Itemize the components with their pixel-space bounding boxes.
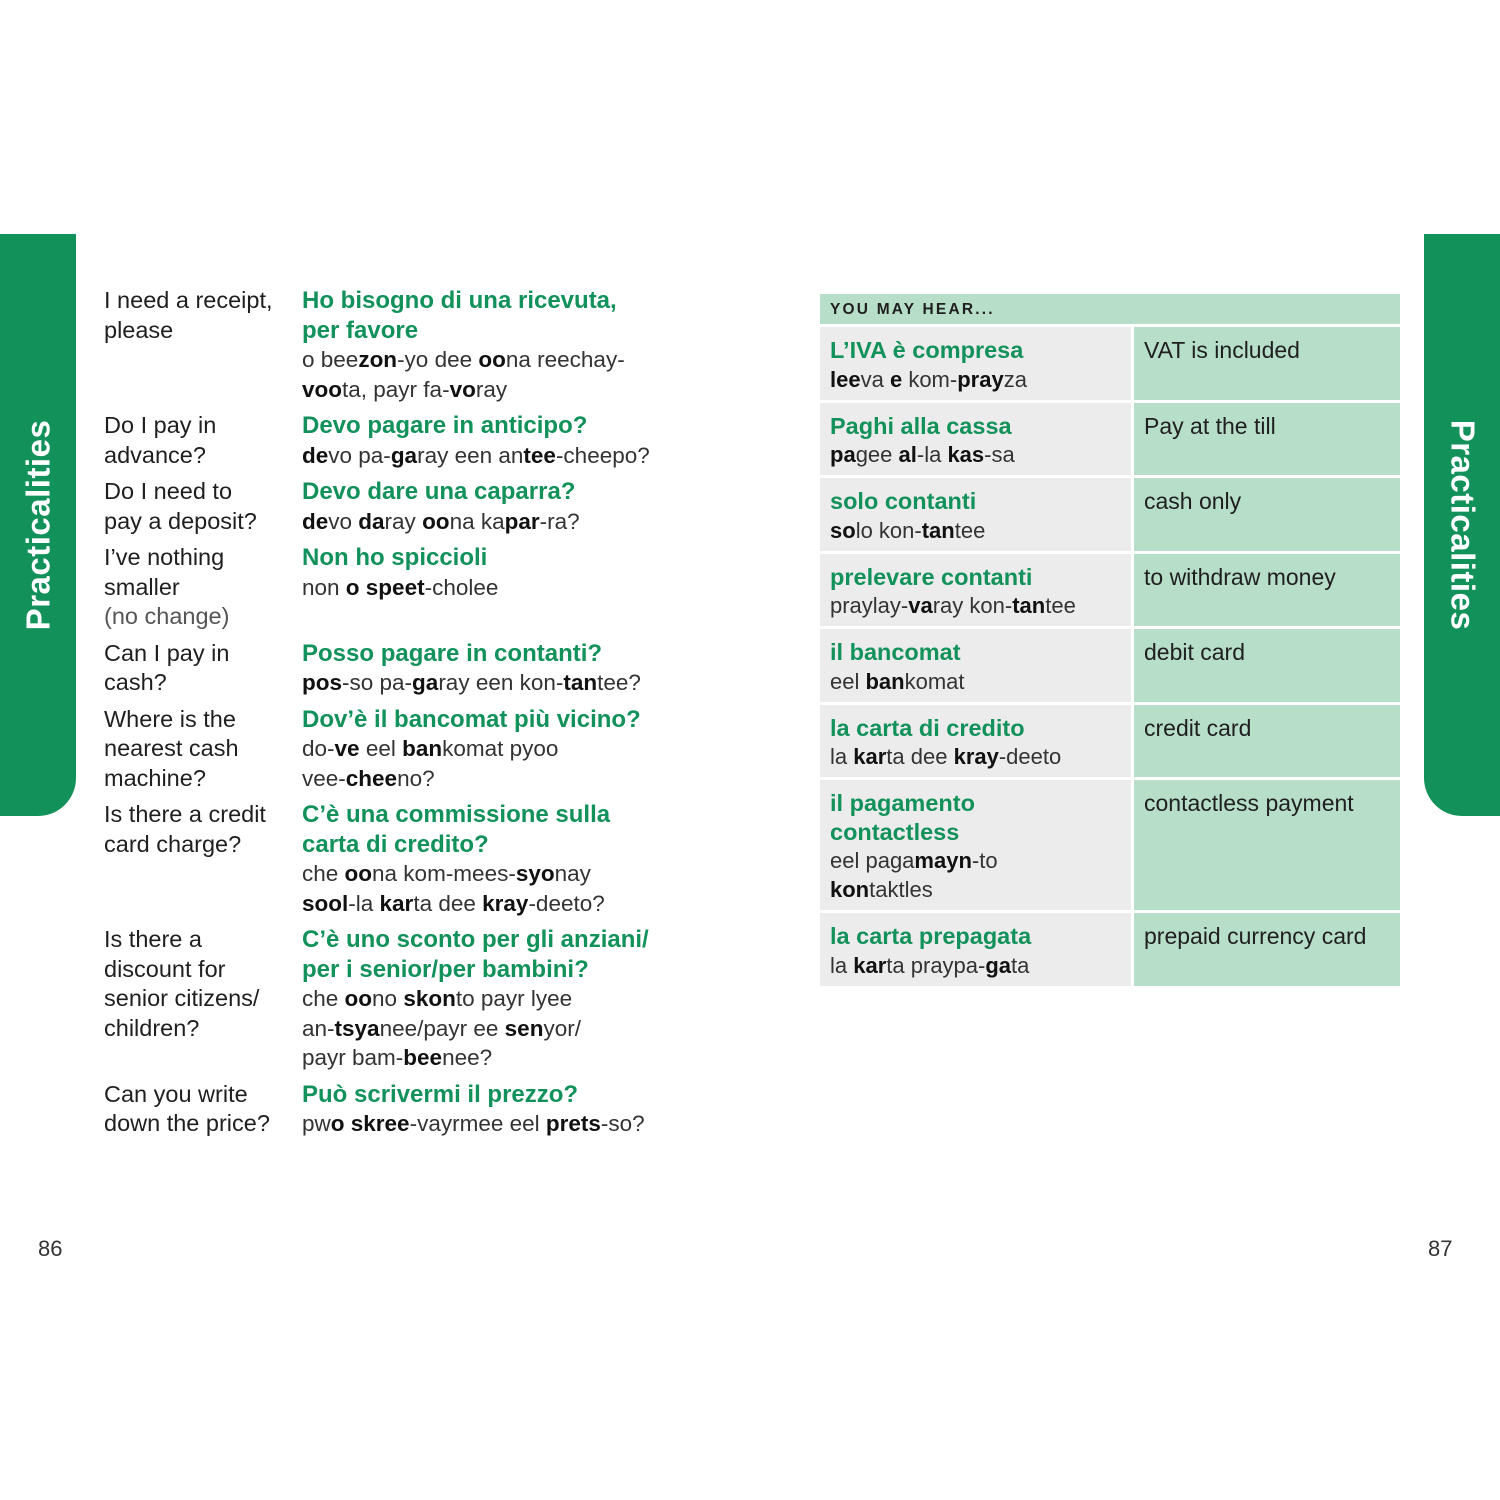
- stressed-syllable: va: [908, 593, 933, 618]
- phrase-row: [104, 1080, 704, 1139]
- pronunciation-line: [830, 951, 1131, 980]
- english-line: children?: [104, 1014, 200, 1041]
- english-line: machine?: [104, 764, 206, 791]
- italian-line: Posso pagare in contanti?: [302, 639, 603, 667]
- syllable: non: [302, 574, 346, 600]
- stressed-syllable: de: [302, 508, 329, 534]
- stressed-syllable: kray: [953, 744, 999, 769]
- stressed-syllable: pray: [957, 366, 1004, 392]
- syllable: vee-: [302, 765, 346, 791]
- pronunciation-line: [302, 573, 702, 603]
- phrase-row: [104, 705, 704, 794]
- you-may-hear-row: [820, 554, 1400, 627]
- phrase-english: [104, 639, 302, 698]
- syllable: ta dee: [886, 744, 954, 769]
- italian-line: L’IVA è compresa: [830, 337, 1024, 363]
- english-line: discount for: [104, 955, 226, 982]
- you-may-hear-row: [820, 705, 1400, 778]
- section-tab-left-label: Practicalities: [19, 419, 56, 631]
- italian-cell: [820, 629, 1131, 702]
- syllable: ta, payr fa-: [342, 376, 450, 402]
- phrase-row: [104, 800, 704, 918]
- pronunciation-line: [302, 345, 702, 375]
- italian-cell: [820, 478, 1131, 551]
- syllable: taktles: [869, 877, 933, 902]
- italian-line: contactless: [830, 818, 960, 845]
- pronunciation-line: [830, 591, 1131, 620]
- stressed-syllable: zon: [358, 347, 398, 372]
- syllable: ray: [384, 508, 423, 534]
- stressed-syllable: o speet: [345, 574, 425, 600]
- you-may-hear-row: [820, 403, 1400, 476]
- stressed-syllable: kar: [853, 744, 887, 769]
- english-line: pay a deposit?: [104, 507, 257, 534]
- stressed-syllable: tan: [921, 517, 955, 543]
- italian-cell: [820, 327, 1131, 400]
- stressed-syllable: pa: [830, 442, 856, 467]
- stressed-syllable: kray: [482, 890, 529, 916]
- stressed-syllable: al: [898, 442, 917, 467]
- syllable: to payr lyee: [455, 986, 573, 1011]
- pronunciation-line: [302, 984, 702, 1014]
- english-line: please: [104, 316, 174, 343]
- italian-line: il pagamento: [830, 790, 975, 816]
- stressed-syllable: mayn: [914, 848, 972, 873]
- italian-line: Devo dare una caparra?: [302, 478, 576, 505]
- english-cell: debit card: [1134, 629, 1400, 702]
- syllable: la: [830, 744, 854, 769]
- syllable: do-: [302, 736, 335, 761]
- stressed-syllable: lee: [830, 366, 861, 392]
- pronunciation-line: [302, 764, 702, 794]
- stressed-syllable: oo: [422, 508, 450, 534]
- italian-line: Paghi alla cassa: [830, 412, 1012, 439]
- syllable: ray kon-: [932, 593, 1013, 618]
- phrase-italian: [302, 411, 702, 470]
- syllable: la: [830, 952, 854, 978]
- phrase-italian: [302, 705, 702, 794]
- stressed-syllable: ga: [390, 442, 418, 468]
- pronunciation-line: [302, 859, 702, 889]
- phrase-italian: [302, 925, 702, 1073]
- syllable: ta: [1011, 952, 1030, 978]
- stressed-syllable: par: [504, 508, 540, 534]
- syllable: -deeto: [998, 744, 1062, 769]
- stressed-syllable: e: [889, 366, 903, 392]
- you-may-hear-row: [820, 478, 1400, 551]
- italian-line: Può scrivermi il prezzo?: [302, 1080, 579, 1108]
- phrase-row: [104, 286, 704, 404]
- pronunciation-line: [302, 507, 702, 537]
- italian-line: prelevare contanti: [830, 563, 1033, 590]
- syllable: no: [372, 986, 404, 1011]
- english-note: (no change): [104, 603, 230, 629]
- stressed-syllable: syo: [515, 861, 555, 886]
- phrase-list: [104, 286, 704, 1146]
- italian-line: per i senior/per bambini?: [302, 955, 589, 983]
- english-line: cash?: [104, 669, 167, 695]
- syllable: na reechay-: [505, 347, 625, 372]
- pronunciation-line: [830, 742, 1131, 771]
- page-number-right: 87: [1428, 1236, 1453, 1261]
- english-line: smaller: [104, 573, 180, 600]
- stressed-syllable: de: [302, 442, 329, 468]
- syllable: yor/: [543, 1015, 581, 1041]
- italian-line: solo contanti: [830, 488, 977, 514]
- syllable: nay: [554, 861, 591, 886]
- syllable: nee?: [442, 1045, 493, 1070]
- syllable: komat: [904, 668, 965, 694]
- english-line: Can I pay in: [104, 639, 230, 666]
- stressed-syllable: so: [830, 517, 856, 543]
- english-line: Can you write: [104, 1080, 248, 1107]
- english-line: senior citizens/: [104, 985, 260, 1011]
- syllable: tee: [1045, 593, 1076, 618]
- phrase-italian: [302, 1080, 702, 1139]
- italian-cell: [820, 554, 1131, 627]
- syllable: -so pa-: [342, 670, 413, 695]
- pronunciation-line: [302, 1109, 702, 1139]
- english-cell: credit card: [1134, 705, 1400, 778]
- english-cell: VAT is included: [1134, 327, 1400, 400]
- italian-line: Ho bisogno di una ricevuta,: [302, 287, 617, 314]
- phrase-english: [104, 705, 302, 794]
- english-line: advance?: [104, 441, 206, 468]
- section-tab-right-label: Practicalities: [1444, 419, 1481, 631]
- phrase-italian: [302, 800, 702, 918]
- stressed-syllable: o skree: [330, 1111, 410, 1136]
- stressed-syllable: ga: [412, 670, 439, 695]
- english-cell: prepaid currency card: [1134, 913, 1400, 986]
- stressed-syllable: sool: [302, 890, 349, 916]
- syllable: -deeto?: [528, 890, 605, 916]
- phrase-row: [104, 411, 704, 470]
- stressed-syllable: kon: [830, 877, 870, 902]
- stressed-syllable: prets: [545, 1111, 601, 1136]
- pronunciation-line: [830, 846, 1131, 875]
- italian-line: Devo pagare in anticipo?: [302, 412, 588, 439]
- pronunciation-line: [830, 667, 1131, 696]
- syllable: eel: [359, 736, 403, 761]
- italian-line: per favore: [302, 316, 419, 344]
- syllable: za: [1003, 366, 1027, 392]
- english-line: Where is the: [104, 705, 236, 732]
- syllable: vo: [328, 508, 359, 534]
- phrase-italian: [302, 543, 702, 632]
- stressed-syllable: kar: [853, 952, 887, 978]
- pronunciation-line: [302, 375, 702, 405]
- stressed-syllable: vo: [449, 376, 476, 402]
- syllable: komat pyoo: [442, 736, 559, 761]
- phrase-english: [104, 1080, 302, 1139]
- you-may-hear-row: [820, 780, 1400, 910]
- english-line: Is there a credit: [104, 801, 266, 827]
- pronunciation-line: [302, 1043, 702, 1073]
- syllable: nee/payr ee: [379, 1015, 505, 1041]
- pronunciation-line: [830, 440, 1131, 469]
- syllable: -vayrmee eel: [409, 1111, 546, 1136]
- syllable: na ka: [449, 508, 505, 534]
- stressed-syllable: tee: [523, 442, 556, 468]
- you-may-hear-header: YOU MAY HEAR...: [820, 294, 1400, 324]
- syllable: -yo dee: [397, 347, 479, 372]
- syllable: tee?: [597, 670, 641, 695]
- stressed-syllable: oo: [344, 861, 373, 886]
- stressed-syllable: pos: [302, 670, 343, 695]
- stressed-syllable: oo: [478, 347, 506, 372]
- pronunciation-line: [302, 441, 702, 471]
- stressed-syllable: kas: [947, 442, 985, 467]
- italian-line: Dov’è il bancomat più vicino?: [302, 705, 641, 733]
- english-line: Do I pay in: [104, 412, 217, 438]
- pronunciation-line: [302, 734, 702, 764]
- syllable: ta dee: [413, 890, 483, 916]
- pronunciation-line: [830, 875, 1131, 904]
- syllable: -la: [916, 442, 948, 467]
- syllable: ta praypa-: [886, 952, 986, 978]
- stressed-syllable: sen: [504, 1015, 544, 1041]
- you-may-hear-row: [820, 913, 1400, 986]
- syllable: na kom-mees-: [372, 861, 516, 886]
- syllable: eel paga: [830, 848, 915, 873]
- phrase-row: [104, 639, 704, 698]
- phrase-row: [104, 925, 704, 1073]
- english-line: Is there a: [104, 926, 202, 952]
- italian-line: C’è uno sconto per gli anziani/: [302, 926, 649, 953]
- syllable: kom-: [902, 366, 958, 392]
- italian-line: la carta di credito: [830, 714, 1025, 741]
- english-line: I’ve nothing: [104, 544, 225, 570]
- stressed-syllable: tsya: [334, 1015, 380, 1041]
- italian-line: il bancomat: [830, 639, 961, 665]
- phrase-italian: [302, 477, 702, 536]
- syllable: an-: [302, 1015, 335, 1041]
- phrase-row: [104, 543, 704, 632]
- phrase-row: [104, 477, 704, 536]
- phrase-english: [104, 925, 302, 1073]
- syllable: vo pa-: [328, 442, 391, 468]
- syllable: no?: [397, 765, 435, 791]
- stressed-syllable: ve: [334, 736, 360, 761]
- syllable: -sa: [984, 442, 1015, 467]
- english-cell: cash only: [1134, 478, 1400, 551]
- section-tab-right: [1424, 234, 1500, 816]
- phrase-english: [104, 477, 302, 536]
- syllable: praylay-: [830, 593, 909, 618]
- you-may-hear-row: [820, 327, 1400, 400]
- italian-cell: [820, 913, 1131, 986]
- syllable: va: [860, 366, 890, 392]
- english-cell: to withdraw money: [1134, 554, 1400, 627]
- stressed-syllable: da: [358, 508, 385, 534]
- phrase-english: [104, 286, 302, 404]
- phrase-english: [104, 800, 302, 918]
- syllable: payr bam-: [302, 1045, 404, 1070]
- stressed-syllable: bee: [403, 1045, 443, 1070]
- english-line: nearest cash: [104, 735, 239, 761]
- italian-cell: [820, 780, 1131, 910]
- syllable: pw: [302, 1111, 331, 1136]
- italian-cell: [820, 403, 1131, 476]
- pronunciation-line: [830, 516, 1131, 545]
- syllable: che: [302, 861, 345, 886]
- syllable: -ra?: [539, 508, 580, 534]
- phrase-english: [104, 543, 302, 632]
- pronunciation-line: [302, 668, 702, 698]
- syllable: ray een kon-: [438, 670, 564, 695]
- italian-cell: [820, 705, 1131, 778]
- syllable: gee: [855, 442, 899, 467]
- italian-line: la carta prepagata: [830, 923, 1032, 949]
- syllable: che: [302, 986, 345, 1011]
- italian-line: C’è una commissione sulla: [302, 801, 611, 828]
- syllable: tee: [954, 517, 986, 543]
- stressed-syllable: ban: [402, 736, 443, 761]
- english-line: card charge?: [104, 830, 242, 857]
- syllable: ray een an: [417, 442, 524, 468]
- stressed-syllable: tan: [1012, 593, 1046, 618]
- page-number-left: 86: [38, 1236, 63, 1261]
- phrase-italian: [302, 639, 702, 698]
- you-may-hear-rows: [820, 327, 1400, 986]
- english-line: I need a receipt,: [104, 287, 273, 313]
- syllable: -cheepo?: [555, 442, 650, 468]
- syllable: o bee: [302, 347, 359, 372]
- pronunciation-line: [830, 365, 1131, 394]
- syllable: ray: [475, 376, 508, 402]
- syllable: -la: [348, 890, 380, 916]
- italian-line: carta di credito?: [302, 830, 489, 858]
- stressed-syllable: skon: [403, 986, 456, 1011]
- syllable: -to: [971, 848, 998, 873]
- phrase-english: [104, 411, 302, 470]
- stressed-syllable: ga: [985, 952, 1012, 978]
- english-line: Do I need to: [104, 478, 233, 504]
- stressed-syllable: kar: [379, 890, 414, 916]
- english-line: down the price?: [104, 1110, 270, 1136]
- syllable: -so?: [600, 1111, 645, 1136]
- english-cell: contactless payment: [1134, 780, 1400, 910]
- italian-line: Non ho spiccioli: [302, 544, 488, 571]
- stressed-syllable: tan: [563, 670, 598, 695]
- stressed-syllable: ban: [865, 668, 905, 694]
- syllable: lo kon-: [855, 517, 922, 543]
- you-may-hear-row: [820, 629, 1400, 702]
- pronunciation-line: [302, 1014, 702, 1044]
- stressed-syllable: voo: [302, 376, 343, 402]
- english-cell: Pay at the till: [1134, 403, 1400, 476]
- section-tab-left: [0, 234, 76, 816]
- phrase-italian: [302, 286, 702, 404]
- stressed-syllable: chee: [345, 765, 398, 791]
- pronunciation-line: [302, 889, 702, 919]
- you-may-hear-table: [820, 294, 1400, 986]
- stressed-syllable: oo: [344, 986, 373, 1011]
- syllable: eel: [830, 668, 866, 694]
- syllable: -cholee: [424, 574, 499, 600]
